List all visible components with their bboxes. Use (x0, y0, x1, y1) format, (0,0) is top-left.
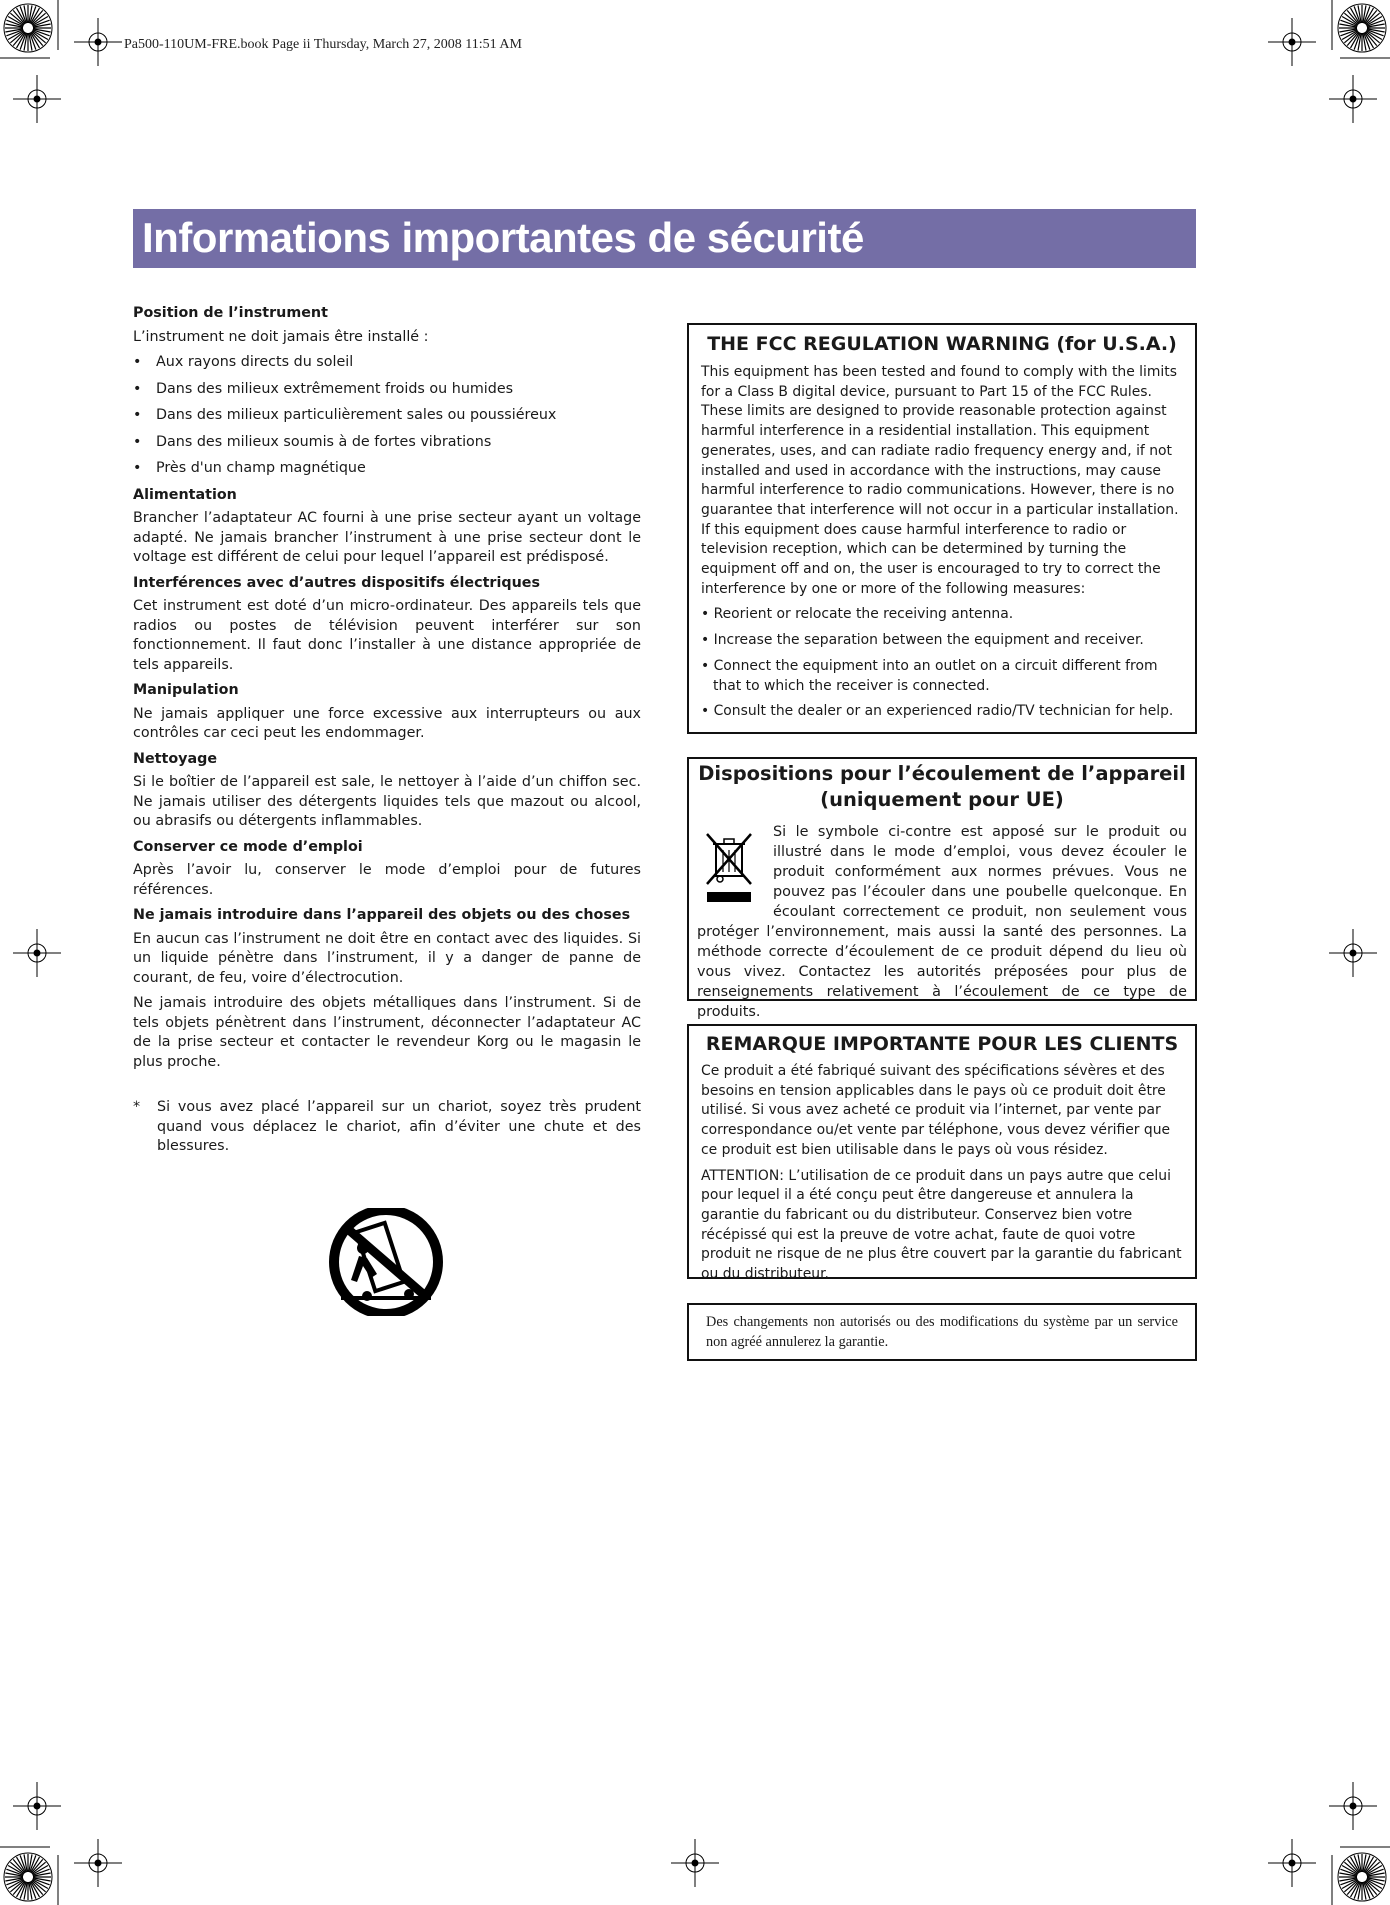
crosshair-target-icon (74, 18, 122, 66)
handling-text: Ne jamais appliquer une force excessive aux interrupteurs ou aux contrôles car ceci peut les endommager. (133, 705, 641, 741)
crosshair-target-icon (671, 1839, 719, 1887)
interference-heading: Interférences avec d’autres dispositifs électriques (133, 574, 540, 591)
fcc-measure: • Increase the separation between the equipment and receiver. (701, 632, 1144, 649)
warranty-text: Des changements non autorisés ou des modifications du système par un service non agréé annulerez la garantie. (706, 1314, 1178, 1350)
fcc-warning-box (687, 323, 1197, 734)
customer-attention-text: ATTENTION: L’utilisation de ce produit dans un pays autre que celui pour lequel il a été conçu peut être dangereuse et annulera la garantie du fabricant ou du distributeur. Conservez bien votre récépissé qui est la preuve de votre achat, faute de quoi votre produit ne risque de ne plus être couvert par la garantie du fabricant ou du distributeur. (701, 1167, 1182, 1283)
crosshair-target-icon (13, 929, 61, 977)
position-heading: Position de l’instrument (133, 305, 328, 321)
crosshair-target-icon (74, 1839, 122, 1887)
metal-objects-text: Ne jamais introduire des objets métalliques dans l’instrument. Si de tels objets pénètrent dans l’instrument, déconnecter l’adaptateur AC de la prise secteur et contacter le revendeur Korg ou le magasin le plus proche. (133, 995, 641, 1070)
crosshair-target-icon (1329, 75, 1377, 123)
foreign-objects-heading: Ne jamais introduire dans l’appareil des objets ou des choses (133, 907, 631, 923)
crosshair-target-icon (1329, 1782, 1377, 1830)
crossed-out-bin-icon (703, 830, 755, 906)
cleaning-heading: Nettoyage (133, 750, 218, 767)
cart-warning-icon (327, 1208, 445, 1316)
power-text: Brancher l’adaptateur AC fourni à une prise secteur ayant un voltage adapté. Ne jamais brancher l’instrument à une prise secteur dont le voltage est différent de celui pour lequel l’appareil est prédisposé. (133, 510, 641, 565)
crosshair-target-icon (13, 75, 61, 123)
crosshair-target-icon (1268, 18, 1316, 66)
fcc-measure: • Connect the equipment into an outlet on a circuit different from that to which the receiver is connected. (701, 657, 1158, 694)
list-item: • Aux rayons directs du soleil (133, 353, 641, 373)
title-bar (133, 209, 1196, 268)
list-item: • Dans des milieux soumis à de fortes vibrations (133, 433, 641, 453)
safety-instructions (133, 298, 641, 1157)
disposal-box (687, 757, 1197, 1020)
cart-note (133, 1098, 641, 1157)
position-list (133, 353, 641, 479)
list-item: • Dans des milieux particulièrement sales ou poussiéreux (133, 406, 641, 426)
keep-manual-heading: Conserver ce mode d’emploi (133, 838, 363, 855)
fcc-text: This equipment has been tested and found to comply with the limits for a Class B digital device, pursuant to Part 15 of the FCC Rules. These limits are designed to provide reasonable protection against harmful interference in a residential installation. This equipment generates, uses, and can radiate radio frequency energy and, if not installed and used in accordance with the instructions, may cause harmful interference to radio communications. However, there is no guarantee that interference will not occur in a particular installation. If this equipment does cause harmful interference to radio or television reception, which can be determined by turning the equipment off and on, the user is encouraged to try to correct the interference by one or more of the following measures: (701, 364, 1179, 597)
crosshair-target-icon (1329, 929, 1377, 977)
keep-manual-text: Après l’avoir lu, conserver le mode d’emploi pour de futures références. (133, 862, 641, 898)
power-heading: Alimentation (133, 486, 237, 503)
note-marker: * (133, 1099, 141, 1115)
customer-notice-box (687, 1024, 1197, 1283)
print-file-info: Pa500-110UM-FRE.book Page ii Thursday, March 27, 2008 11:51 AM (124, 37, 522, 52)
crosshair-target-icon (1268, 1839, 1316, 1887)
customer-notice-heading: REMARQUE IMPORTANTE POUR LES CLIENTS (705, 1033, 1179, 1055)
liquids-text: En aucun cas l’instrument ne doit être en contact avec des liquides. Si un liquide pénètre dans l’instrument, il y a danger de panne de courant, de feu, voire d’électrocution. (133, 930, 641, 986)
customer-notice-text: Ce produit a été fabriqué suivant des spécifications sévères et des besoins en tension applicables dans le pays où ce produit doit être utilisé. Si vous avez acheté ce produit via l’internet, par vente par correspondance ou/et vente par téléphone, vous devez vérifier que ce produit est bien utilisable dans le pays où vous résidez. (701, 1063, 1171, 1158)
warranty-notice-box (687, 1303, 1197, 1361)
cart-note-text: Si vous avez placé l’appareil sur un chariot, soyez très prudent quand vous déplacez le chariot, afin d’éviter une chute et des blessures. (157, 1099, 641, 1154)
position-intro: L’instrument ne doit jamais être installé : (133, 328, 429, 345)
page-title: Informations importantes de sécurité (142, 214, 864, 261)
list-item: • Dans des milieux extrêmement froids ou humides (133, 380, 641, 400)
interference-text: Cet instrument est doté d’un micro-ordinateur. Des appareils tels que radios ou postes de télévision peuvent interférer sur son fonctionnement. Il faut donc l’installer à une distance appropriée de tels appareils. (133, 598, 641, 673)
handling-heading: Manipulation (133, 682, 239, 698)
crosshair-target-icon (13, 1782, 61, 1830)
list-item: • Près d'un champ magnétique (133, 459, 641, 479)
disposal-heading: Dispositions pour l’écoulement de l’appareil (uniquement pour UE) (698, 762, 1186, 811)
fcc-measure: • Reorient or relocate the receiving antenna. (701, 606, 1014, 623)
fcc-heading: THE FCC REGULATION WARNING (for U.S.A.) (707, 333, 1177, 355)
disposal-text: Si le symbole ci-contre est apposé sur le produit ou illustré dans le mode d’emploi, vous devez écouler le produit conformément aux normes prévues. Vous ne pouvez pas l’écouler dans une poubelle quelconque. En écoulant correctement ce produit, non seulement vous protéger l’environnement, mais aussi la santé des personnes. La méthode correcte d’écoulement de ce produit dépend du lieu où vous vivez. Contactez les autorités préposées pour plus de renseignements relativement à l’écoulement de ce type de produits. (697, 824, 1187, 1020)
fcc-measure: • Consult the dealer or an experienced radio/TV technician for help. (701, 703, 1174, 720)
cleaning-text: Si le boîtier de l’appareil est sale, le nettoyer à l’aide d’un chiffon sec. Ne jamais utiliser des détergents liquides tels que mazout ou alcool, ou abrasifs ou détergents inflammables. (133, 774, 641, 829)
